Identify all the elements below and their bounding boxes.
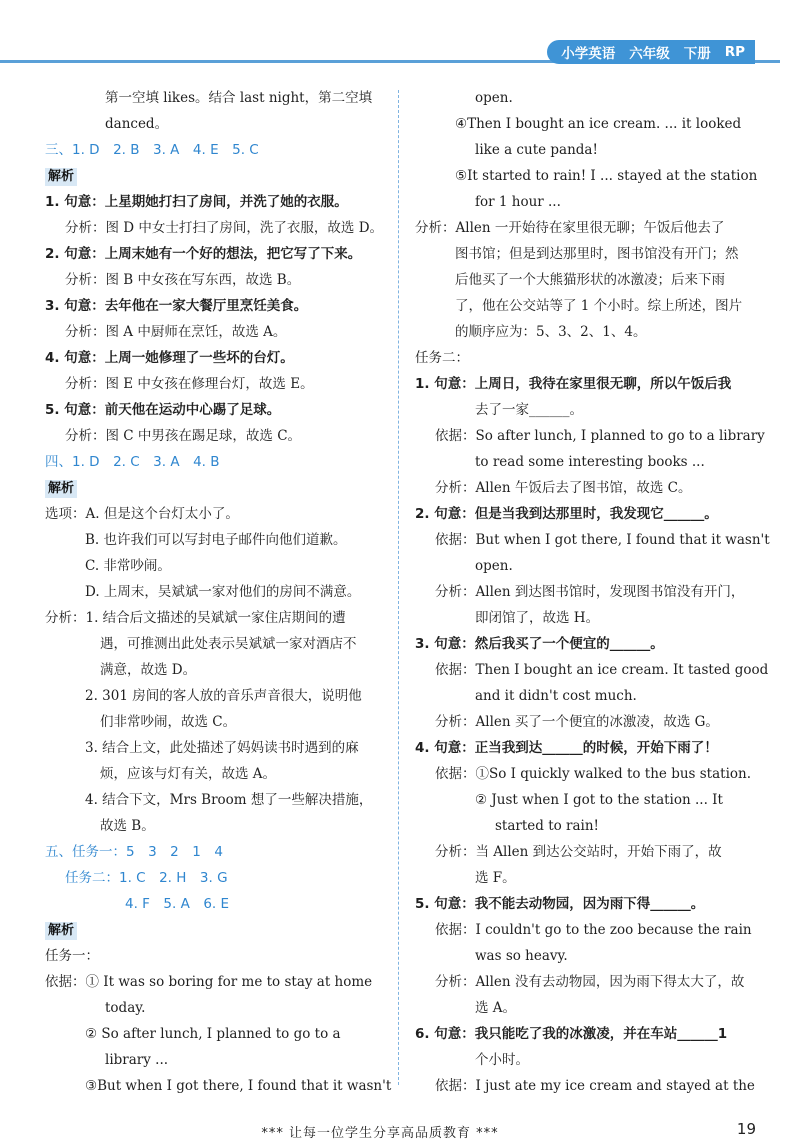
left-line: C. 非常吵闹。 <box>85 558 171 574</box>
right-line: 依据：I just ate my ice cream and stayed at the <box>435 1078 755 1094</box>
right-line: 了，他在公交站等了 1 个小时。综上所述，图片 <box>455 298 743 314</box>
right-line: 1. 句意：上周日，我待在家里很无聊，所以午饭后我 <box>415 376 732 392</box>
left-line: 分析：图 D 中女士打扫了房间，洗了衣服，故选 D。 <box>65 220 384 236</box>
right-line: started to rain! <box>495 818 599 834</box>
right-line: open. <box>475 90 513 106</box>
left-line: 2. 句意：上周末她有一个好的想法，把它写了下来。 <box>45 246 362 262</box>
analysis-tag: 解析 <box>45 168 77 186</box>
book-badge <box>547 40 755 64</box>
right-line: 任务二： <box>415 350 469 366</box>
right-line: 5. 句意：我不能去动物园，因为雨下得______。 <box>415 896 705 912</box>
left-line: 分析：图 A 中厨师在烹饪，故选 A。 <box>65 324 287 340</box>
right-line: ④Then I bought an ice cream. ... it looked <box>455 116 742 132</box>
right-line: 选 F。 <box>475 870 516 886</box>
left-line: 分析：1. 结合后文描述的吴斌斌一家住店期间的遭 <box>45 610 346 626</box>
left-line <box>45 163 390 189</box>
left-line: ② So after lunch, I planned to go to a <box>85 1026 341 1042</box>
left-line <box>45 917 390 943</box>
left-line <box>45 475 390 501</box>
left-line: 4. 结合下文，Mrs Broom 想了一些解决措施， <box>85 792 373 808</box>
left-line: 选项：A. 但是这个台灯太小了。 <box>45 506 239 522</box>
right-line: 2. 句意：但是当我到达那里时，我发现它______。 <box>415 506 718 522</box>
left-line: D. 上周末，吴斌斌一家对他们的房间不满意。 <box>85 584 361 600</box>
left-line: 五、任务一：5 3 2 1 4 <box>45 844 223 860</box>
left-line: 1. 句意：上星期她打扫了房间，并洗了她的衣服。 <box>45 194 348 210</box>
left-line: 分析：图 C 中男孩在踢足球，故选 C。 <box>65 428 302 444</box>
right-line: 依据：So after lunch, I planned to go to a library <box>435 428 765 444</box>
right-line: for 1 hour ... <box>475 194 561 210</box>
right-line: 分析：Allen 没有去动物园，因为雨下得太大了，故 <box>435 974 745 990</box>
left-column <box>45 85 390 1099</box>
right-line: 分析：Allen 午饭后去了图书馆，故选 C。 <box>435 480 692 496</box>
left-line: 故选 B。 <box>100 818 155 834</box>
badge-subject: 小学英语 <box>561 46 616 62</box>
page-footer <box>0 1120 800 1142</box>
right-line: was so heavy. <box>475 948 568 964</box>
left-line: 四、1. D 2. C 3. A 4. B <box>45 454 220 470</box>
right-line: 依据：I couldn't go to the zoo because the rain <box>435 922 752 938</box>
left-line: 5. 句意：前天他在运动中心踢了足球。 <box>45 402 281 418</box>
left-line: 分析：图 B 中女孩在写东西，故选 B。 <box>65 272 301 288</box>
left-line: 第一空填 likes。结合 last night，第二空填 <box>105 90 373 106</box>
analysis-tag: 解析 <box>45 922 77 940</box>
right-line: 即闭馆了，故选 H。 <box>475 610 600 626</box>
right-line: 选 A。 <box>475 1000 517 1016</box>
page-header <box>0 0 800 78</box>
column-divider <box>398 90 399 1085</box>
page-number: 19 <box>736 1120 756 1138</box>
right-line: and it didn't cost much. <box>475 688 637 704</box>
right-line: 分析：Allen 买了一个便宜的冰激凌，故选 G。 <box>435 714 719 730</box>
left-line: 3. 结合上文，此处描述了妈妈读书时遇到的麻 <box>85 740 359 756</box>
right-line: 后他买了一个大熊猫形状的冰激凌；后来下雨 <box>455 272 725 288</box>
left-line: 满意，故选 D。 <box>100 662 197 678</box>
left-line: 遇，可推测出此处表示吴斌斌一家对酒店不 <box>100 636 357 652</box>
footer-slogan: *** 让每一位学生分享高品质教育 *** <box>261 1126 499 1141</box>
right-line: 6. 句意：我只能吃了我的冰激凌，并在车站______1 <box>415 1026 728 1042</box>
left-line: 依据：① It was so boring for me to stay at home <box>45 974 373 990</box>
right-line: to read some interesting books ... <box>475 454 705 470</box>
right-line: open. <box>475 558 513 574</box>
left-line: 任务二：1. C 2. H 3. G <box>65 870 228 886</box>
left-line: 4. 句意：上周一她修理了一些坏的台灯。 <box>45 350 294 366</box>
right-line: 依据：But when I got there, I found that it wasn't <box>435 532 770 548</box>
left-line: today. <box>105 1000 146 1016</box>
right-line: 分析：当 Allen 到达公交站时，开始下雨了，故 <box>435 844 722 860</box>
right-line: like a cute panda! <box>475 142 598 158</box>
left-line: 2. 301 房间的客人放的音乐声音很大，说明他 <box>85 688 362 704</box>
right-line: 分析：Allen 到达图书馆时，发现图书馆没有开门， <box>435 584 745 600</box>
analysis-tag: 解析 <box>45 480 77 498</box>
left-line: 4. F 5. A 6. E <box>125 896 230 912</box>
badge-edition: RP <box>724 44 745 60</box>
right-line: 分析：Allen 一开始待在家里很无聊；午饭后他去了 <box>415 220 725 236</box>
right-line: 的顺序应为：5、3、2、1、4。 <box>455 324 647 340</box>
right-line: 图书馆；但是到达那里时，图书馆没有开门；然 <box>455 246 739 262</box>
left-line: 三、1. D 2. B 3. A 4. E 5. C <box>45 142 259 158</box>
right-line: 去了一家______。 <box>475 402 583 418</box>
left-line: danced。 <box>105 116 169 132</box>
left-line: B. 也许我们可以写封电子邮件向他们道歉。 <box>85 532 347 548</box>
badge-grade: 六年级 <box>629 46 670 62</box>
left-line: 分析：图 E 中女孩在修理台灯，故选 E。 <box>65 376 314 392</box>
left-line: ③But when I got there, I found that it wasn't <box>85 1078 392 1094</box>
right-line: 依据：①So I quickly walked to the bus station. <box>435 766 752 782</box>
left-line: 任务一： <box>45 948 99 964</box>
right-line: ⑤It started to rain! I ... stayed at the station <box>455 168 758 184</box>
left-line: library ... <box>105 1052 169 1068</box>
right-line: ② Just when I got to the station ... It <box>475 792 723 808</box>
left-line: 们非常吵闹，故选 C。 <box>100 714 237 730</box>
left-line: 烦，应该与灯有关，故选 A。 <box>100 766 277 782</box>
right-line: 个小时。 <box>475 1052 529 1068</box>
left-line: 3. 句意：去年他在一家大餐厅里烹饪美食。 <box>45 298 308 314</box>
right-column <box>415 85 770 1099</box>
right-line: 依据：Then I bought an ice cream. It tasted good <box>435 662 769 678</box>
badge-term: 下册 <box>683 46 711 62</box>
right-line: 3. 句意：然后我买了一个便宜的______。 <box>415 636 664 652</box>
right-line: 4. 句意：正当我到达______的时候，开始下雨了！ <box>415 740 718 756</box>
